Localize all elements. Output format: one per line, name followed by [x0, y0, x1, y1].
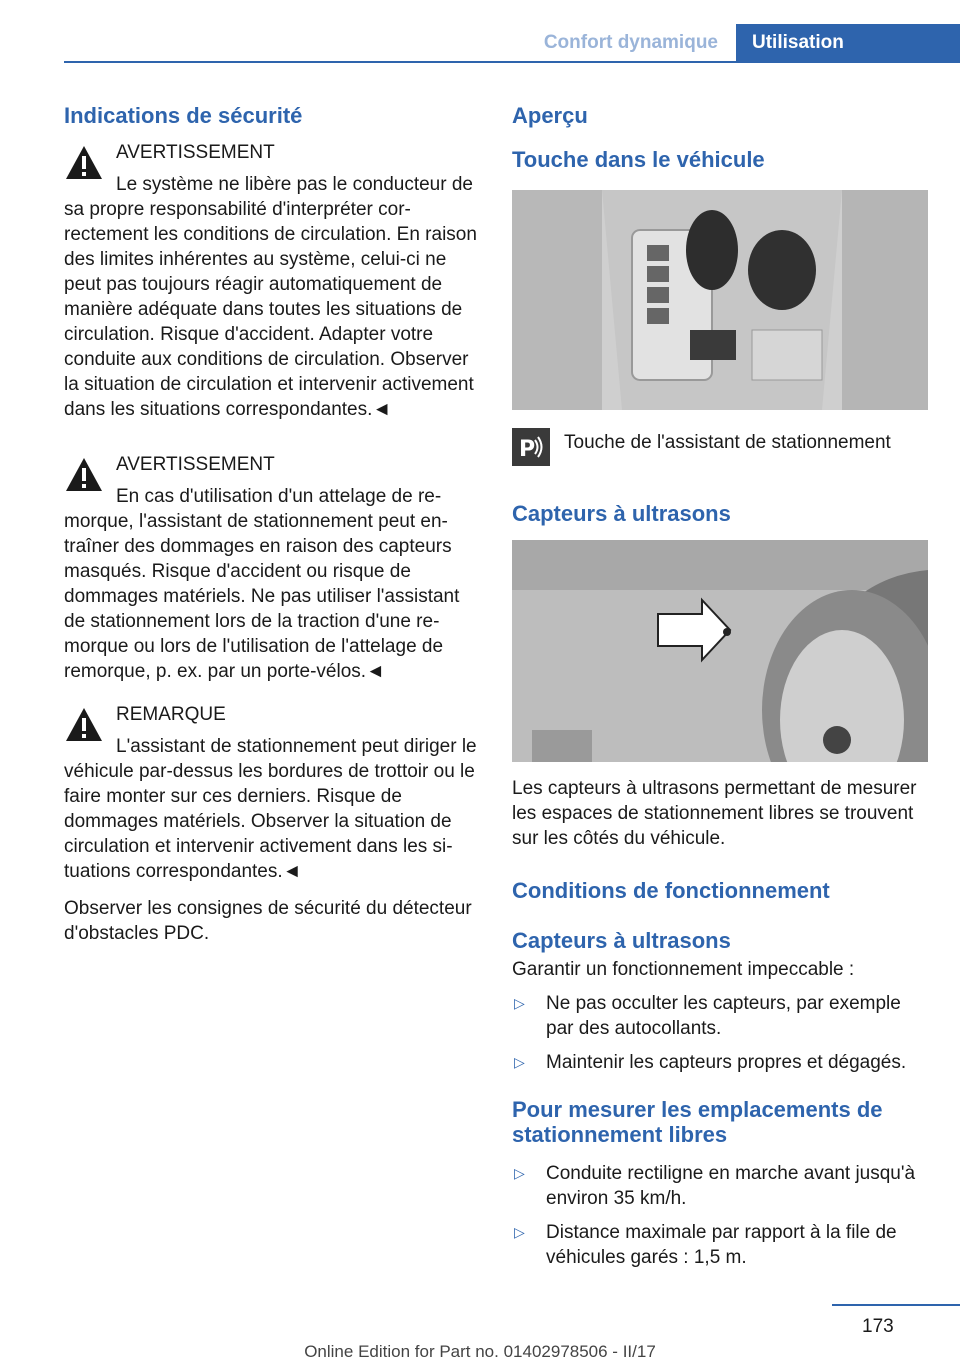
footer-rule	[832, 1304, 960, 1306]
warning-text: Le système ne libère pas le conducteur de sa propre responsabilité d'interpréter correctement les conditions de circulation. En raison des limites inhérentes au système, celui-ci ne peut pas toujours réagir automatiquement de manière adéquate dans toutes les situations de circulation. Risque d'accident. Adapter votre conduite aux conditions de circulation. Observer la situation de circulation et intervenir activement dans les situations correspondantes.◄	[64, 174, 477, 420]
bullet-triangle-icon: ▷	[514, 1224, 525, 1240]
note-label: REMARQUE	[116, 704, 226, 725]
note-notice	[64, 702, 480, 896]
list-item: ▷ Ne pas occulter les capteurs, par exemple par des autocollants.	[514, 993, 901, 1039]
conditions-subtitle: Capteurs à ultrasons	[512, 928, 731, 953]
button-caption: Touche de l'assistant de stationnement	[564, 432, 891, 453]
measure-title: Pour mesurer les emplacements de stationnement libres	[512, 1097, 883, 1147]
conditions-list	[512, 991, 928, 1075]
measure-list	[512, 1161, 928, 1270]
warning-triangle-icon	[64, 705, 104, 745]
button-caption-row	[512, 428, 928, 466]
header-section-tab[interactable]: Confort dynamique	[543, 32, 718, 53]
conditions-title: Conditions de fonctionnement	[512, 878, 830, 903]
warning-triangle-icon	[64, 455, 104, 495]
sensor-photo	[512, 540, 928, 762]
bullet-triangle-icon: ▷	[514, 995, 525, 1011]
note-text: L'assistant de stationnement peut diriger le véhicule par-dessus les bordures de trottoir ou le faire monter sur ces derniers. Risque de dommages matériels. Observer la situation de circulation et intervenir activement dans les situations correspondantes.◄	[64, 736, 477, 882]
sensors-subtitle: Capteurs à ultrasons	[512, 501, 731, 526]
warning-label: AVERTISSEMENT	[116, 142, 275, 163]
warning-text: En cas d'utilisation d'un attelage de remorque, l'assistant de stationnement peut entraîner des dommages en raison des capteurs masqués. Risque d'accident ou risque de dommages matériels. Ne pas utiliser l'assistant de stationnement lors de la traction d'une remorque ou lors de l'utilisation de l'attelage de remorque, p. ex. par un porte-vélos.◄	[64, 486, 460, 682]
bullet-triangle-icon: ▷	[514, 1054, 525, 1070]
button-subtitle: Touche dans le véhicule	[512, 147, 765, 172]
right-column	[512, 100, 928, 1270]
overview-title: Aperçu	[512, 103, 588, 128]
conditions-intro: Garantir un fonctionnement impeccable :	[512, 959, 855, 980]
left-column	[64, 100, 480, 946]
closing-text: Observer les consignes de sécurité du détecteur d'obstacles PDC.	[64, 898, 472, 944]
header-tabs	[526, 24, 960, 62]
page-number: 173	[862, 1316, 894, 1337]
park-assist-icon	[512, 428, 550, 466]
warning-notice-1	[64, 140, 480, 452]
svg-text:P: P	[519, 437, 536, 462]
list-item: ▷ Conduite rectiligne en marche avant jusqu'à environ 35 km/h.	[514, 1163, 916, 1209]
header-chapter-tab[interactable]: Utilisation	[736, 24, 960, 62]
warning-label: AVERTISSEMENT	[116, 454, 275, 475]
warning-triangle-icon	[64, 143, 104, 183]
list-item: ▷ Distance maximale par rapport à la file de véhicules garés : 1,5 m.	[514, 1222, 897, 1268]
sensors-text: Les capteurs à ultrasons permettant de mesurer les espaces de stationnement libres se trouvent sur les côtés du véhicule.	[512, 778, 917, 849]
bullet-triangle-icon: ▷	[514, 1165, 525, 1181]
warning-notice-2	[64, 452, 480, 702]
header-rule	[64, 61, 960, 63]
list-item: ▷ Maintenir les capteurs propres et dégagés.	[514, 1052, 907, 1073]
footer-edition: Online Edition for Part no. 01402978506 - II/17	[304, 1342, 656, 1361]
safety-title: Indications de sécurité	[64, 103, 303, 128]
console-photo	[512, 190, 928, 410]
